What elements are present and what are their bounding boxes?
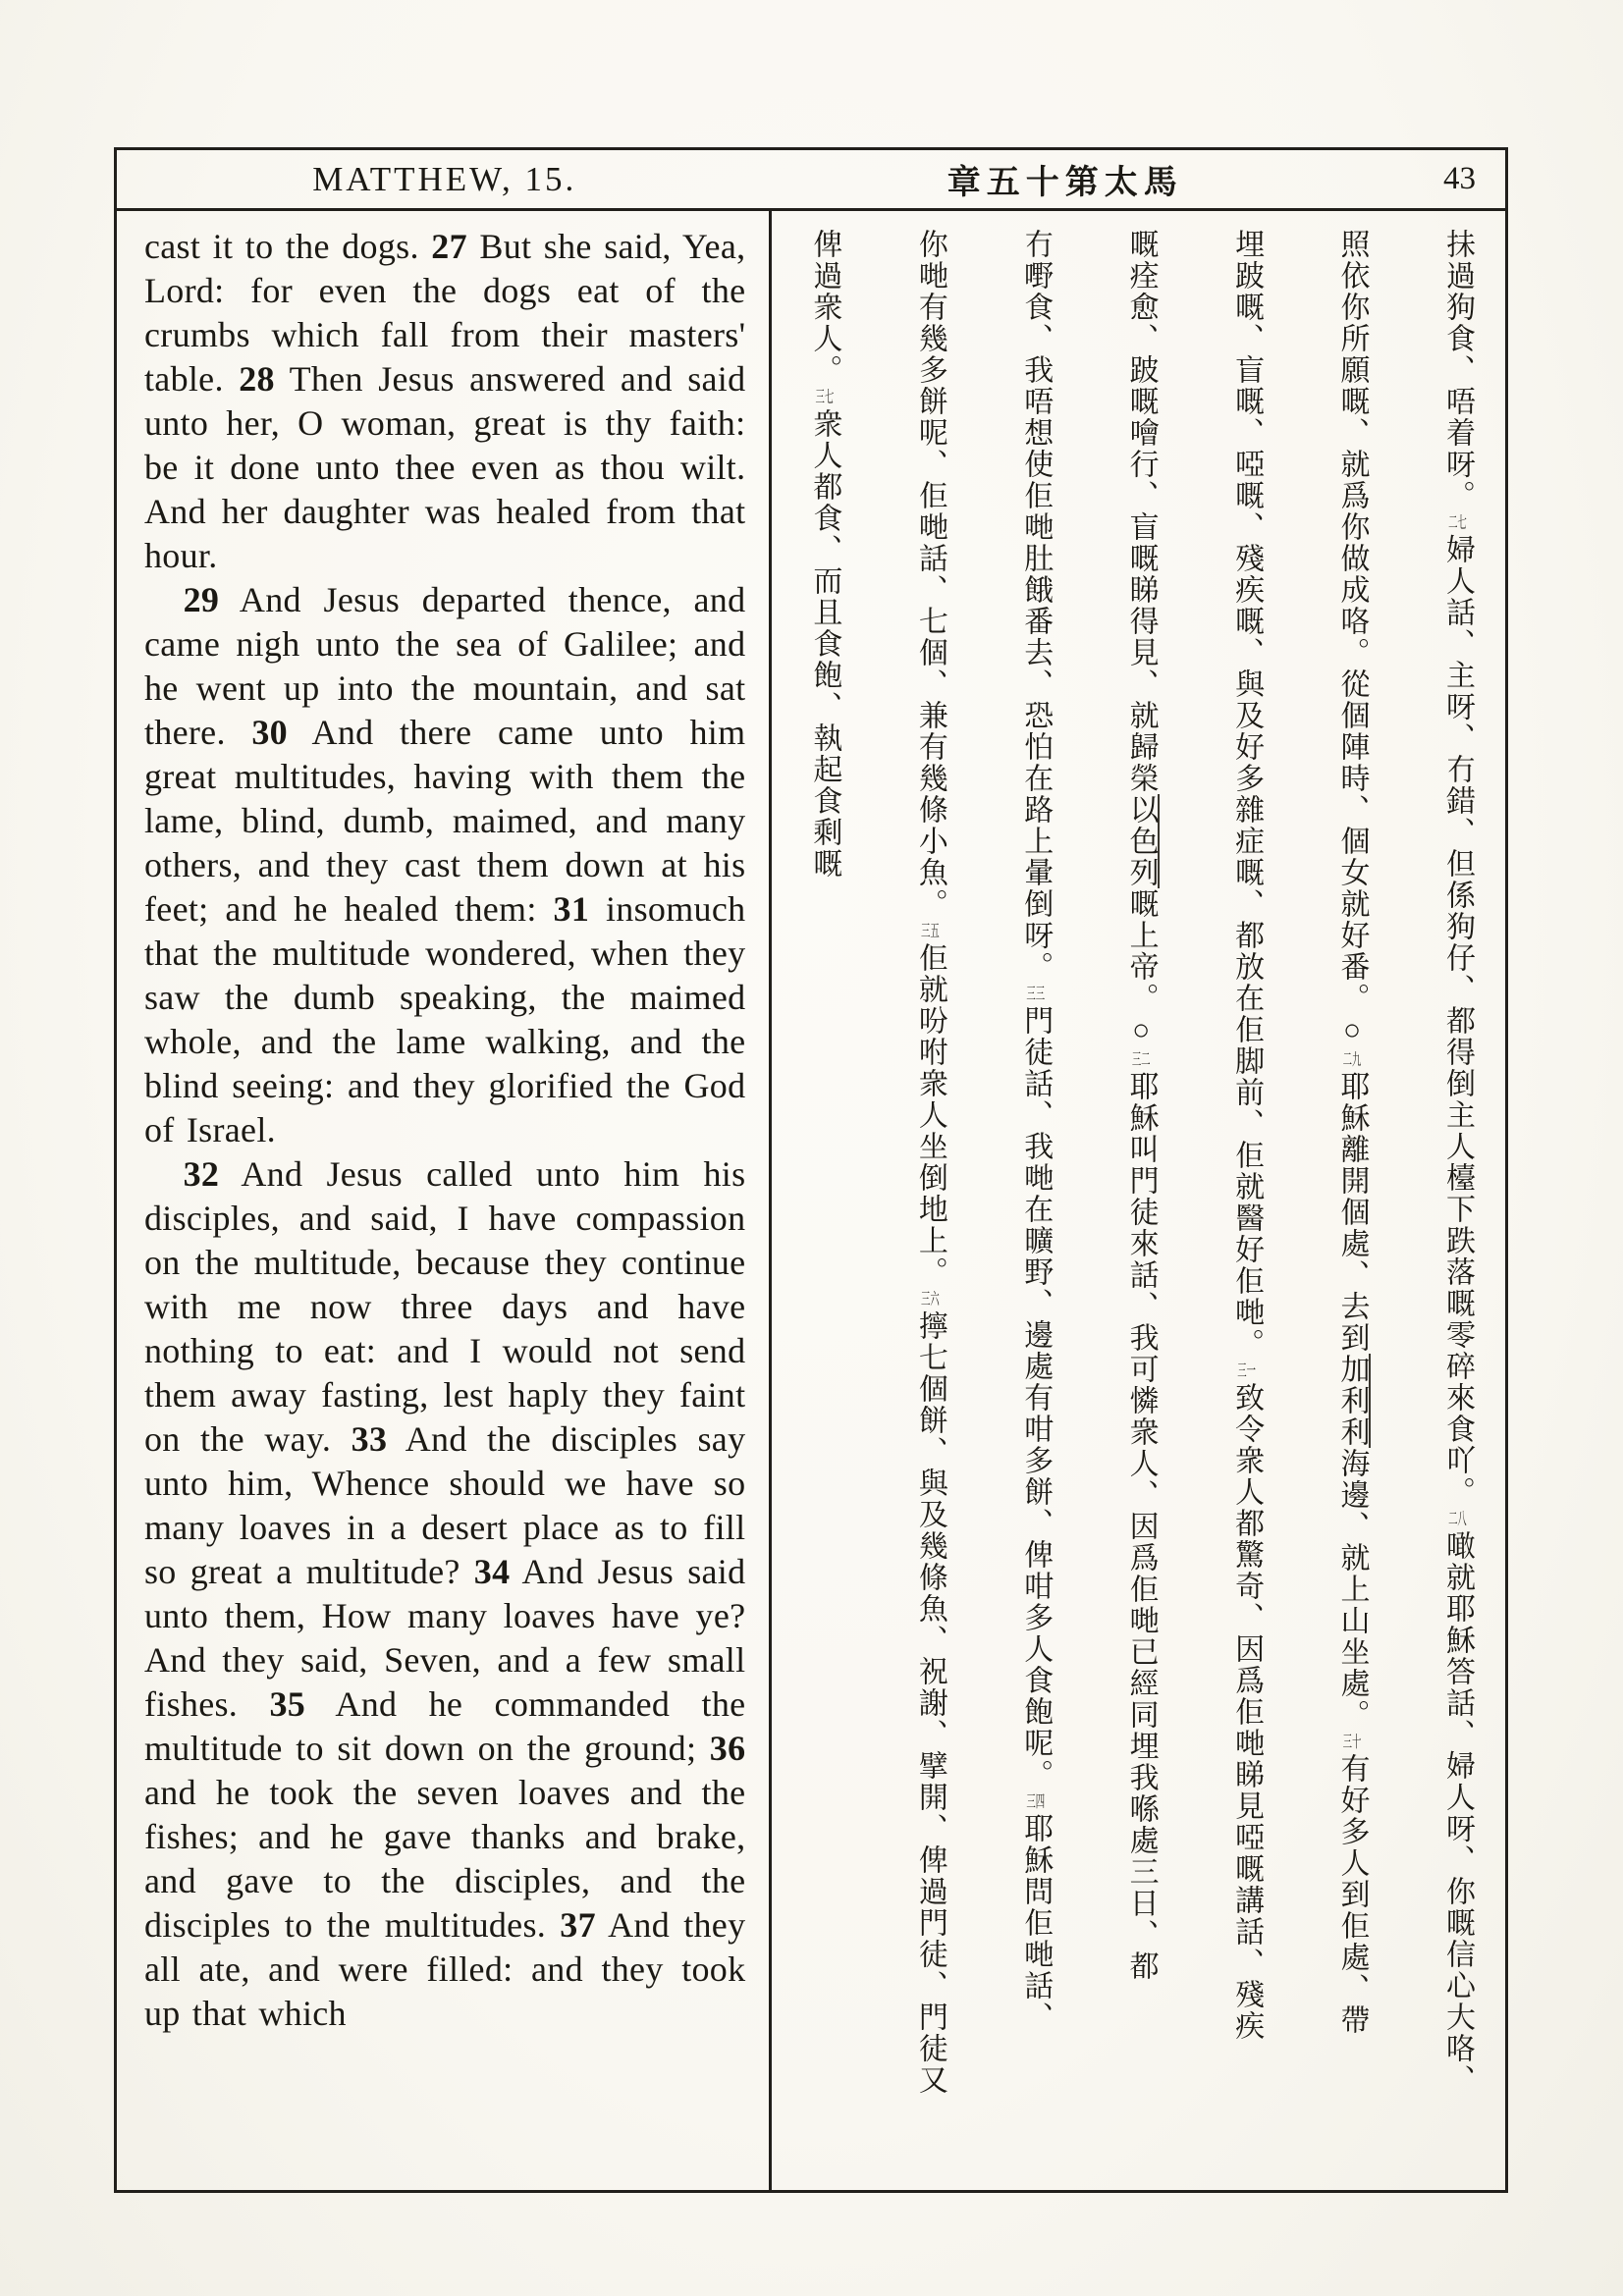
verse-number: 29: [183, 580, 220, 619]
english-column: [117, 211, 772, 2190]
verse-number: 35: [269, 1684, 306, 1724]
verse-text: 你哋有幾多餅呢、佢哋話、七個、兼有幾條小魚。: [913, 229, 947, 920]
page-number: 43: [1443, 161, 1476, 196]
chinese-column: [1016, 229, 1054, 2168]
chinese-column: [1227, 229, 1265, 2168]
verse-number: 27: [431, 227, 467, 266]
verse-text: 照依你所願嘅、就爲你做成咯。從個陣時、個女就好番。○: [1335, 229, 1369, 1048]
header-title-chinese: 章五十第太馬: [947, 165, 1183, 201]
verse-number-marker: 二九: [1342, 1051, 1362, 1068]
verse-number-marker: 二八: [1448, 1511, 1467, 1527]
verse-number-marker: 三三: [1026, 986, 1046, 1002]
verse-text: 耶穌問佢哋話、: [1019, 1813, 1053, 2033]
verse-text: 冇嘢食、我唔想使佢哋肚餓番去、恐怕在路上暈倒呀。: [1019, 229, 1053, 983]
verse-text: 耶穌叫門徒來話、我可憐衆人、因爲佢哋已經同埋我喺處三日、都: [1124, 1071, 1158, 1982]
verse-text: 有好多人到佢處、帶: [1335, 1753, 1369, 2036]
chinese-column: [1122, 229, 1160, 2168]
verse-text: 俾過衆人。: [808, 229, 841, 386]
verse-text: 海邊、就上山坐處。: [1335, 1448, 1369, 1731]
verse-number-marker: 三一: [1237, 1362, 1256, 1379]
verse-text: And there came unto him great multitudes, having with them the lame, blind, dumb, maimed, and many others, and they cast them down at his feet; and he healed them:: [144, 713, 746, 929]
verse-text: 耶穌離開個處、去到: [1335, 1071, 1369, 1354]
page-body: [117, 211, 1505, 2190]
verse-text: cast it to the dogs.: [144, 227, 432, 266]
verse-number-marker: 二七: [1448, 514, 1467, 531]
verse-number-marker: 三七: [815, 389, 835, 405]
english-paragraph: [144, 578, 745, 1152]
chinese-column: [1438, 229, 1476, 2168]
verse-number-marker: 三二: [1131, 1051, 1151, 1068]
verse-text: And the disciples say unto him, Whence should we have so many loaves in a desert place as to fill so great a multitude?: [144, 1419, 746, 1591]
page-header: [117, 150, 1505, 211]
verse-text: 門徒話、我哋在曠野、邊處有咁多餅、俾咁多人食飽呢。: [1019, 1005, 1053, 1790]
verse-number: 36: [709, 1729, 746, 1768]
verse-text: 佢就吩咐衆人坐倒地上。: [913, 942, 947, 1288]
verse-text: 婦人話、主呀、冇錯、但係狗仔、都得倒主人檯下跌落嘅零碎來食吖。: [1440, 534, 1474, 1508]
verse-number: 28: [239, 359, 275, 399]
chinese-column: [1333, 229, 1371, 2168]
verse-number: 30: [251, 713, 288, 752]
verse-text: And he commanded the multitude to sit down on the ground;: [144, 1684, 746, 1768]
verse-text: 埋跛嘅、盲嘅、啞嘅、殘疾嘅、與及好多雜症嘅、都放在佢脚前、佢就醫好佢哋。: [1230, 229, 1264, 1360]
verse-text: 抺過狗食、唔着呀。: [1440, 229, 1474, 511]
proper-name: 加利利: [1335, 1354, 1369, 1448]
verse-text: 噉就耶穌答話、婦人呀、你嘅信心大咯、: [1440, 1530, 1474, 2096]
english-paragraph: [144, 225, 745, 578]
verse-text: Then Jesus answered and said unto her, O woman, great is thy faith: be it done unto thee even as thou wilt. And her daughter was healed from that hour.: [144, 359, 746, 575]
verse-number: 32: [183, 1154, 220, 1194]
verse-text: and he took the seven loaves and the fishes; and he gave thanks and brake, and gave to the disciples, and the disciples to the multitudes.: [144, 1773, 746, 1945]
chinese-columns: [772, 211, 1505, 2190]
verse-text: 衆人都食、而且食飽、執起食剩嘅: [808, 408, 841, 880]
verse-number: 34: [473, 1552, 511, 1591]
proper-name: 以色列: [1124, 794, 1158, 888]
chinese-column: [805, 229, 842, 2168]
chinese-column: [911, 229, 948, 2168]
header-title-english: MATTHEW, 15.: [312, 159, 577, 198]
english-paragraph: [144, 1152, 745, 2036]
verse-text: insomuch that the multitude wondered, when they saw the dumb speaking, the maimed whole, and the lame walking, and the blind seeing: and they glorified the God of Israel.: [144, 889, 746, 1149]
verse-number-marker: 三四: [1026, 1793, 1046, 1810]
verse-number-marker: 三十: [1342, 1734, 1362, 1750]
verse-text: And Jesus said unto them, How many loaves have ye? And they said, Seven, and a few small fishes.: [144, 1552, 746, 1724]
verse-number-marker: 三五: [920, 923, 940, 939]
verse-text: And they all ate, and were filled: and they took up that which: [144, 1905, 746, 2033]
verse-text: And Jesus called unto him his disciples, and said, I have compassion on the multitude, because they continue with me now three days and have nothing to eat: and I would not send them away fasting, lest haply they faint on the way.: [144, 1154, 746, 1459]
verse-text: But she said, Yea, Lord: for even the dogs eat of the crumbs which fall from their masters' table.: [144, 227, 746, 399]
verse-text: And Jesus departed thence, and came nigh unto the sea of Galilee; and he went up into the mountain, and sat there.: [144, 580, 746, 752]
verse-number: 37: [560, 1905, 596, 1945]
verse-number: 31: [553, 889, 590, 929]
verse-text: 致令衆人都驚奇、因爲佢哋睇見啞嘅講話、殘疾: [1230, 1382, 1264, 2042]
verse-text: 嘅痊愈、跛嘅噲行、盲嘅睇得見、就歸榮: [1124, 229, 1158, 794]
verse-number-marker: 三六: [920, 1291, 940, 1308]
verse-text: 嘅上帝。○: [1124, 888, 1158, 1048]
verse-number: 33: [351, 1419, 388, 1459]
verse-text: 擰七個餅、與及幾條魚、祝謝、擘開、俾過門徒、門徒又: [913, 1310, 947, 2096]
page-border-frame: [114, 147, 1508, 2193]
